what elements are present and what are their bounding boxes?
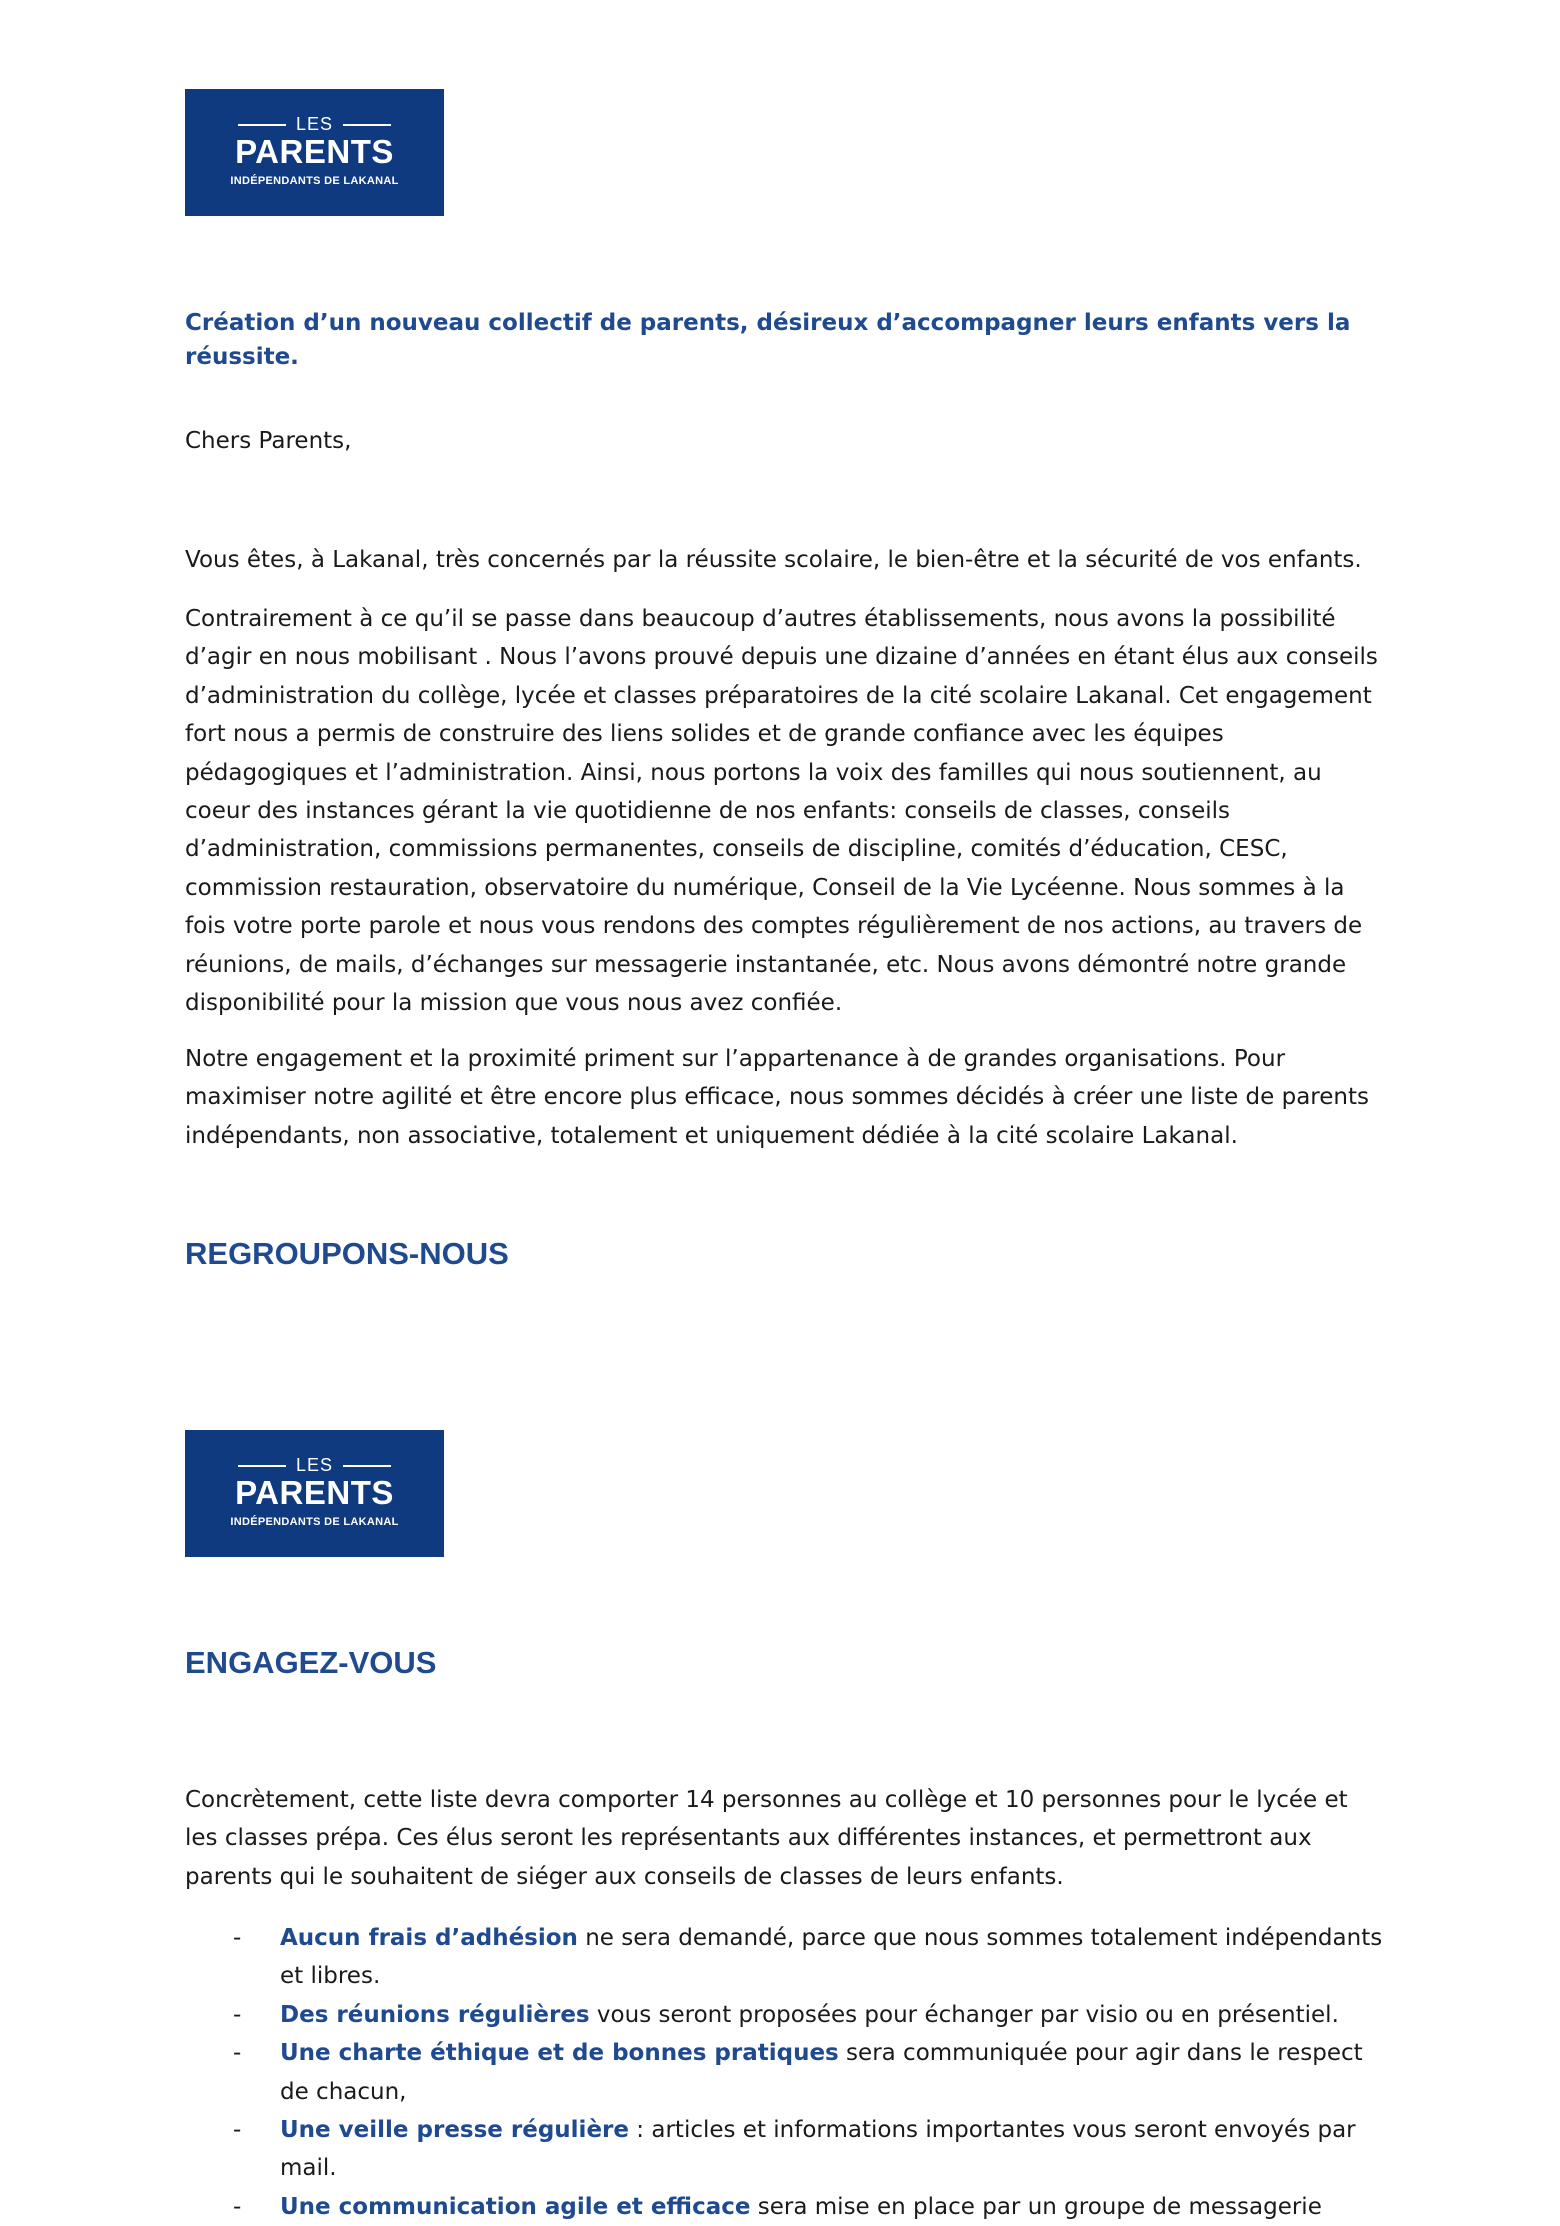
logo-line-right bbox=[343, 1465, 391, 1467]
list-item-text: sera communiquée pour agir dans le respect de chacun, bbox=[280, 2040, 1363, 2105]
bullet: - bbox=[233, 2001, 242, 2028]
logo-les: LES bbox=[295, 1455, 334, 1475]
list-item-text: : articles et informations importantes vous seront envoyés par mail. bbox=[280, 2117, 1356, 2182]
list-item bbox=[185, 2111, 1385, 2188]
list-item-highlight: Des réunions régulières bbox=[280, 2001, 590, 2028]
heading-regroupons: REGROUPONS-NOUS bbox=[185, 1236, 509, 1271]
paragraph-engagement: Contrairement à ce qu’il se passe dans beaucoup d’autres établissements, nous avons la possibilité d’agir en nous mobilisant . Nous l’avons prouvé depuis une dizaine d’années en étant élus aux conseils d’administration du collège, lycée et classes préparatoires de la cité scolaire Lakanal. Cet engagement fort nous a permis de construire des liens solides et de grande confiance avec les équipes pédagogiques et l’administration. Ainsi, nous portons la voix des familles qui nous soutiennent, au coeur des instances gérant la vie quotidienne de nos enfants: conseils de classes, conseils d’administration, commissions permanentes, conseils de discipline, comités d’éducation, CESC, commission restauration, observatoire du numérique, Conseil de la Vie Lycéenne. Nous sommes à la fois votre porte parole et nous vous rendons des comptes régulièrement de nos actions, au travers de réunions, de mails, d’échanges sur messagerie instantanée, etc. Nous avons démontré notre grande disponibilité pour la mission que vous nous avez confiée. bbox=[185, 606, 1378, 1017]
logo-les: LES bbox=[295, 114, 334, 134]
heading-engagez: ENGAGEZ-VOUS bbox=[185, 1645, 437, 1680]
logo-line-left bbox=[238, 124, 286, 126]
logo-middle bbox=[185, 1430, 444, 1557]
paragraph-concretement: Concrètement, cette liste devra comporter 14 personnes au collège et 10 personnes pour le lycée et les classes prépa. Ces élus seront les représentants aux différentes instances, et permettront aux parents qui le souhaitent de siéger aux conseils de classes de leurs enfants. bbox=[185, 1787, 1348, 1890]
list-item-highlight: Aucun frais d’adhésion bbox=[280, 1925, 578, 1951]
bullet: - bbox=[233, 2040, 242, 2067]
list-item bbox=[185, 1996, 1385, 2034]
paragraph-independence: Notre engagement et la proximité priment sur l’appartenance à de grandes organisations. Pour maximiser notre agilité et être encore plus efficace, nous sommes décidés à créer une liste de parents indépendants, non associative, totalement et uniquement dédiée à la cité scolaire Lakanal. bbox=[185, 1046, 1369, 1149]
tagline: Création d’un nouveau collectif de parents, désireux d’accompagner leurs enfants vers la réussite. bbox=[185, 310, 1351, 370]
benefits-list bbox=[185, 1919, 1385, 2226]
list-item-highlight: Une charte éthique et de bonnes pratiques bbox=[280, 2040, 839, 2067]
list-item-text: vous seront proposées pour échanger par visio ou en présentiel. bbox=[589, 2001, 1339, 2028]
bullet: - bbox=[233, 2117, 242, 2144]
greeting: Chers Parents, bbox=[185, 428, 352, 454]
logo-line-left bbox=[238, 1465, 286, 1467]
list-item-highlight: Une veille presse régulière bbox=[280, 2117, 629, 2144]
logo-top bbox=[185, 89, 444, 216]
paragraph-intro: Vous êtes, à Lakanal, très concernés par la réussite scolaire, le bien-être et la sécurité de vos enfants. bbox=[185, 547, 1362, 573]
list-item bbox=[185, 2034, 1385, 2111]
bullet: - bbox=[233, 2193, 242, 2220]
logo-parents: PARENTS bbox=[235, 1474, 394, 1511]
list-item-text: sera mise en place par un groupe de messagerie bbox=[750, 2193, 1322, 2220]
logo-parents: PARENTS bbox=[235, 133, 394, 170]
logo-line-right bbox=[343, 124, 391, 126]
list-item-highlight: Une communication agile et efficace bbox=[280, 2193, 751, 2220]
logo-subtitle: INDÉPENDANTS DE LAKANAL bbox=[230, 1516, 399, 1528]
logo-subtitle: INDÉPENDANTS DE LAKANAL bbox=[230, 175, 399, 187]
list-item bbox=[185, 2188, 1385, 2226]
bullet: - bbox=[233, 1925, 242, 1951]
list-item-text: ne sera demandé, parce que nous sommes totalement indépendants et libres. bbox=[280, 1925, 1383, 1990]
list-item bbox=[185, 1919, 1385, 1996]
